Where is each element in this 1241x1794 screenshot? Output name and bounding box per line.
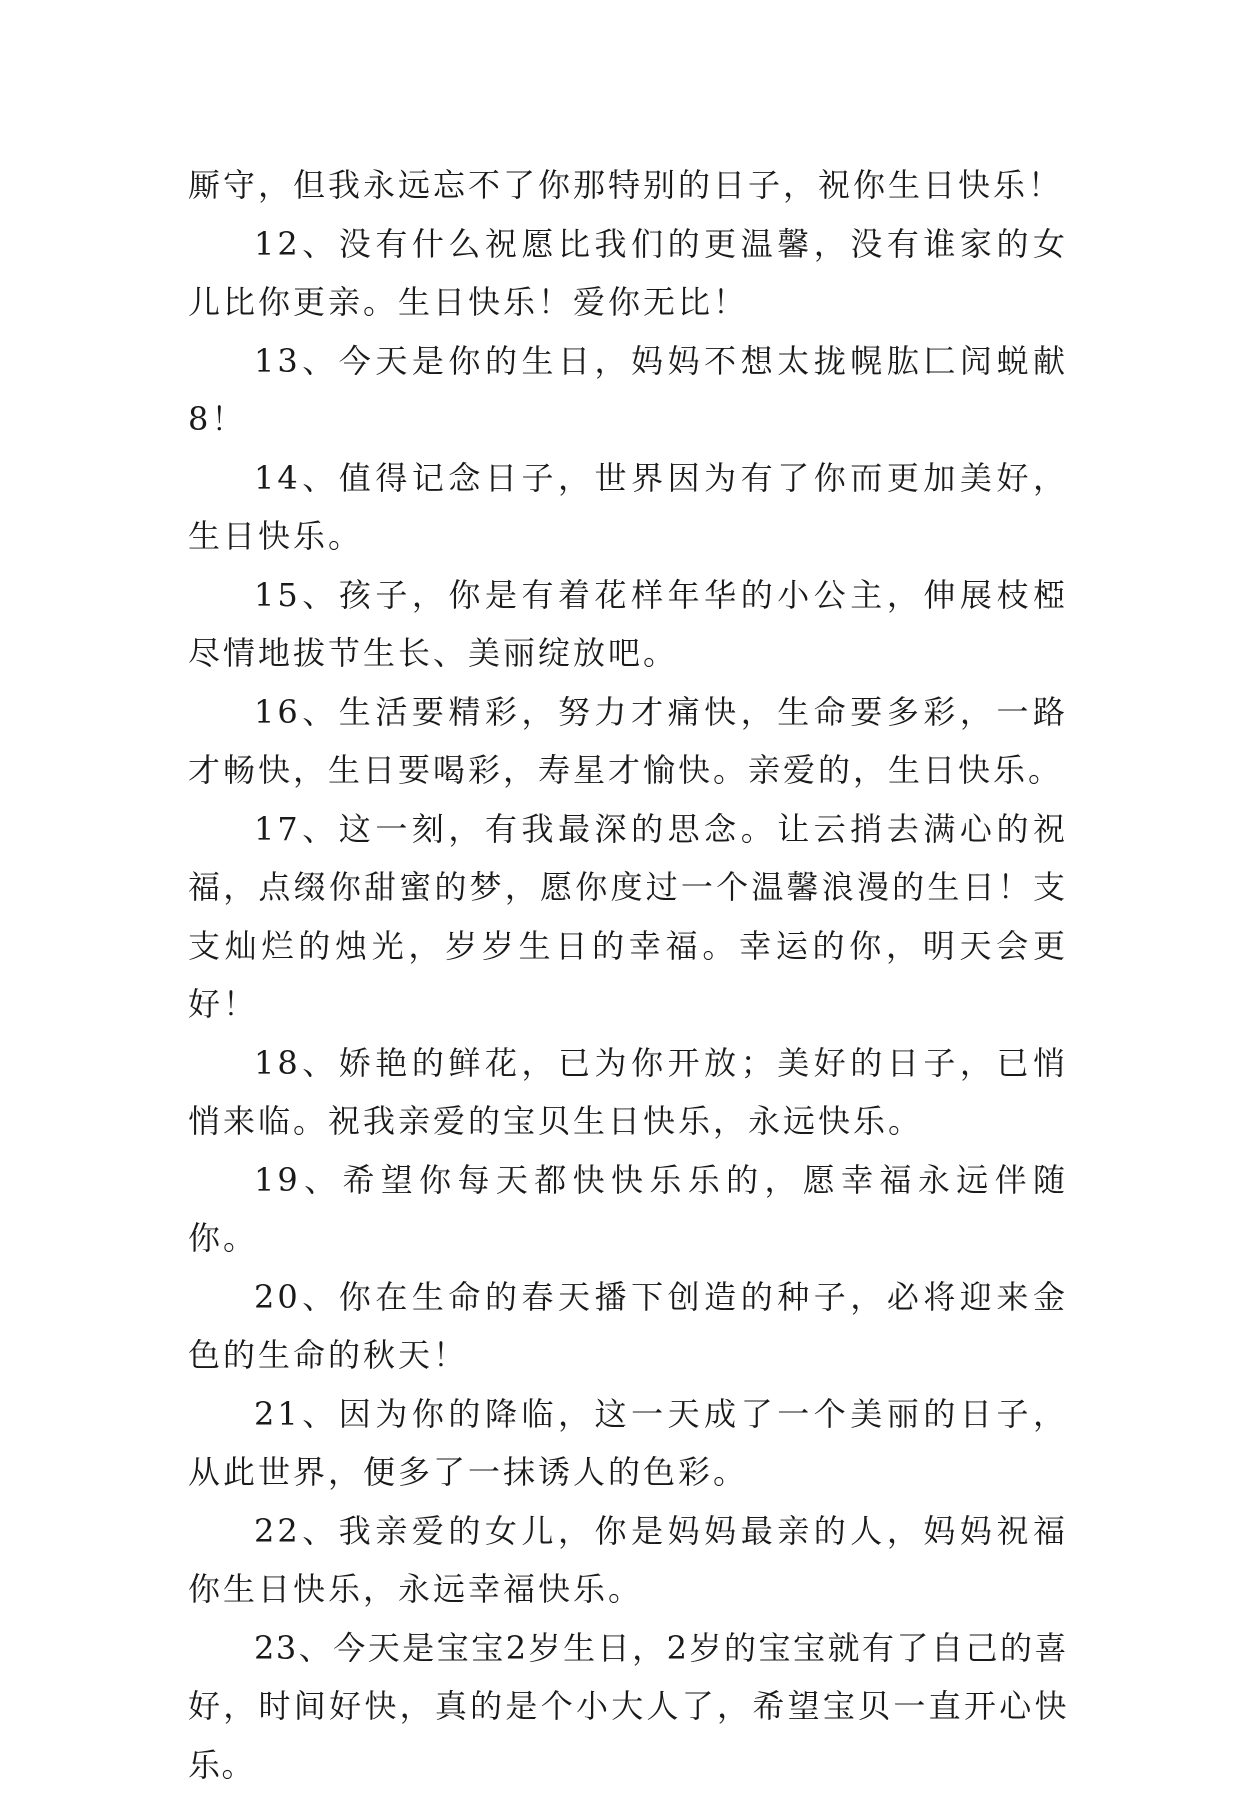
paragraph-item-14: 14、值得记念日子，世界因为有了你而更加美好，生日快乐。 <box>188 449 1068 566</box>
paragraph-item-18: 18、娇艳的鲜花，已为你开放；美好的日子，已悄悄来临。祝我亲爱的宝贝生日快乐，永远快乐。 <box>188 1034 1068 1151</box>
paragraph-item-16: 16、生活要精彩，努力才痛快，生命要多彩，一路才畅快，生日要喝彩，寿星才愉快。亲爱的，生日快乐。 <box>188 683 1068 800</box>
paragraph-item-22: 22、我亲爱的女儿，你是妈妈最亲的人，妈妈祝福你生日快乐，永远幸福快乐。 <box>188 1502 1068 1619</box>
paragraph-item-21: 21、因为你的降临，这一天成了一个美丽的日子，从此世界，便多了一抹诱人的色彩。 <box>188 1385 1068 1502</box>
document-body <box>188 156 1068 1794</box>
paragraph-item-23: 23、今天是宝宝2岁生日，2岁的宝宝就有了自己的喜好，时间好快，真的是个小大人了，希望宝贝一直开心快乐。 <box>188 1619 1068 1794</box>
paragraph-item-20: 20、你在生命的春天播下创造的种子，必将迎来金色的生命的秋天！ <box>188 1268 1068 1385</box>
paragraph-continuation: 厮守，但我永远忘不了你那特别的日子，祝你生日快乐！ <box>188 156 1068 215</box>
paragraph-item-15: 15、孩子，你是有着花样年华的小公主，伸展枝椏尽情地拔节生长、美丽绽放吧。 <box>188 566 1068 683</box>
paragraph-item-12: 12、没有什么祝愿比我们的更温馨，没有谁家的女儿比你更亲。生日快乐！爱你无比！ <box>188 215 1068 332</box>
paragraph-item-19: 19、希望你每天都快快乐乐的，愿幸福永远伴随你。 <box>188 1151 1068 1268</box>
paragraph-item-17: 17、这一刻，有我最深的思念。让云捎去满心的祝福，点缀你甜蜜的梦，愿你度过一个温馨浪漫的生日！支支灿烂的烛光，岁岁生日的幸福。幸运的你，明天会更好！ <box>188 800 1068 1034</box>
paragraph-item-13: 13、今天是你的生日，妈妈不想太拢幌肱匚闶蜕献8！ <box>188 332 1068 449</box>
